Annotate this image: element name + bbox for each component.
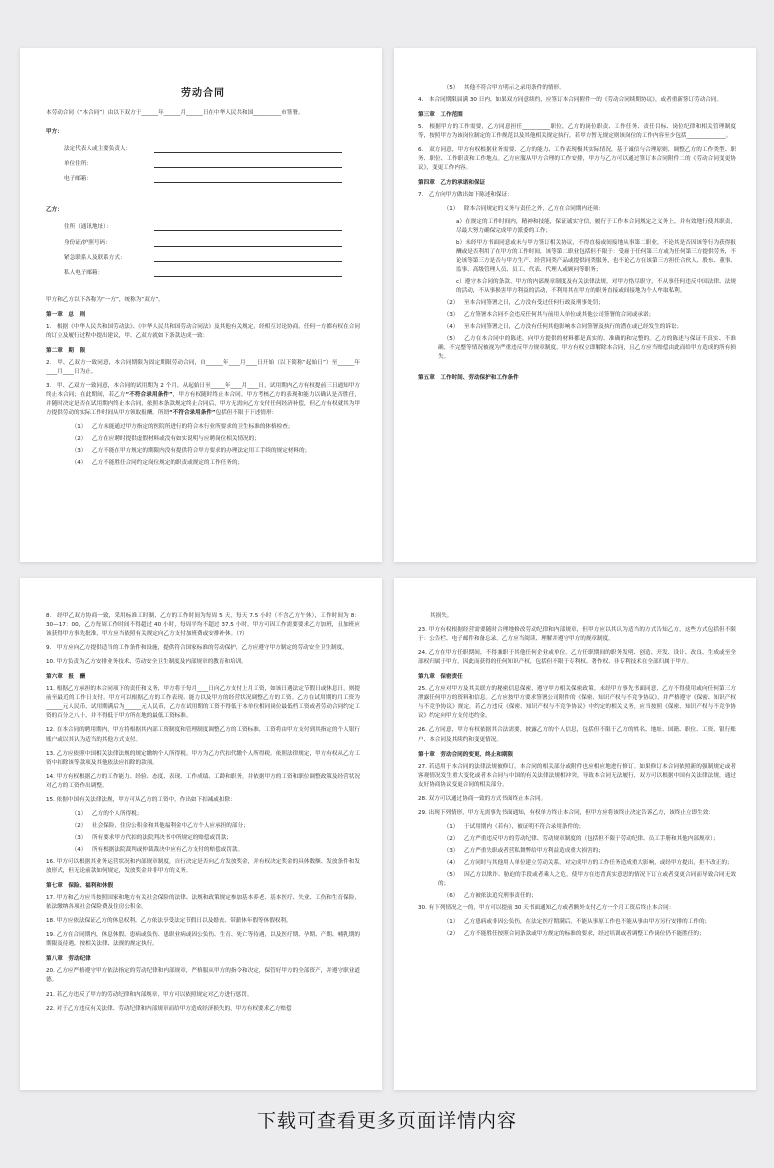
party-a-field: 法定代表人或主要负责人： xyxy=(46,145,360,154)
clause: 19. 乙方在合同期内，休息休假、患病或负伤、患职业病或因公负伤、生育、死亡等待遇，以及医疗期、孕期、产期、哺乳期的期限及待遇，按相关法律、法规的规定执行。 xyxy=(46,932,360,948)
clause: 13. 乙方应依照中国相关法律法规的规定缴纳个人所得税。甲方为乙方代扣代缴个人所得税。依照法律规定，甲方有权从乙方工资中扣除该等款项及其他依法应扣除的款项。 xyxy=(46,750,360,766)
document-page-3 xyxy=(20,578,382,1090)
document-page-1 xyxy=(20,48,382,562)
party-a-field: 电子邮箱： xyxy=(46,175,360,184)
chapter-heading: 第六章 报 酬 xyxy=(46,674,86,681)
clause: 9. 甲方应向乙方提供适当的工作条件和设施，提供符合国家标准的劳动保护，乙方应遵守甲方制定的劳动安全卫生制度。 xyxy=(46,645,348,652)
list-item: （6） 乙方被依法追究刑事责任的； xyxy=(443,893,537,900)
list-item: （3） 所有要求甲方代扣的法院判决书中所规定的赔偿或罚款； xyxy=(71,834,232,841)
contract-title: 劳动合同 xyxy=(181,88,225,99)
chapter-heading: 第五章 工作时间、劳动保护和工作条件 xyxy=(418,375,519,382)
download-more-pages-text: 下载可查看更多页面详情内容 xyxy=(256,1110,517,1132)
clause: 12. 在本合同的聘用期内，甲方将根据其内部工资制度和管理制度调整乙方的工资标准，工资将由甲方支付到其指定的个人银行账户或以其认为适当的其他方式支付。 xyxy=(46,727,360,743)
list-item: （4） 至本合同签署之日，乙方没有任何其他影响本合同签署及执行的潜在或已经发生的诉讼； xyxy=(443,323,683,330)
clause: 29. 出现下列情形，甲方无需事先书面通知，有权单方终止本合同，但甲方应将该终止决定告诉乙方，该终止立即生效： xyxy=(418,809,714,816)
party-a-field: 单位住所： xyxy=(46,160,360,169)
clause: 26. 乙方同意，甲方有权依据其合法需要，披露乙方的个人信息，包括但不限于乙方的姓名、地址、国籍、职位、工资、银行账户、本合同及其续约和变更情况。 xyxy=(418,727,736,743)
list-item: （1） 除本合同规定的义务与责任之外，乙方在合同期内还须： xyxy=(443,206,604,213)
clause: 11. 根据乙方承担的本合同项下的责任和义务，甲方将于每月____日向乙方支付上月工资，如该日遇法定节假日或休息日，则提前至最近的工作日支付。甲方可以根据乙方的工作表现、能力以及甲方的经营状况调整乙方的工资。乙方在试用期的月工资为______元人民币，试用期满后为______元人民币，乙方在试用期的工资不得低于本单位相同岗位最低档工资或者劳动合同约定工资的百分之八十，并不得低于甲方所在地的最低工资标准。 xyxy=(46,686,360,720)
clause: 25. 乙方应对甲方及其关联方的秘密信息保密，遵守甲方相关保密政策。未经甲方事先书面同意，乙方不得使用或向任何第三方泄露任何甲方的资料和信息。乙方应按甲方要求签署公司附件的《保密、知识产权与不竞争协议》，并严格遵守《保密、知识产权与不竞争协议》规定。若乙方违反《保密、知识产权与不竞争协议》中约定的相关义务，应当按照《保密、知识产权与不竞争协议》约定向甲方支付违约金。 xyxy=(418,686,736,720)
list-item: （2） 乙方在应聘时提供虚假材料或没有如实说明与应聘岗位相关情况的； xyxy=(71,436,260,443)
clause: 15. 依据中国有关法律法规，甲方可从乙方的工资中，作出如下扣减或扣除： xyxy=(46,796,236,803)
fill-line xyxy=(154,145,342,153)
clause: 24. 乙方在甲方任职期间，不得兼职于其他任何企业或单位。乙方任职期间的职务发明、创造、开发、设计、改良、生成或至全部权归属于甲方，因此而获得的任何知识产权，包括但不限于专利权、著作权、非专利技术在全部归属于甲方。 xyxy=(418,650,736,666)
list-item: （5） 其他不符合甲方明示之录用条件的情形。 xyxy=(443,85,565,91)
sub-list-item: b）未经甲方书面同意或未与甲方签订相关协议，不得直接或间接地从事第二职业，不论其是否因该等行为获得报酬或是否利用了在甲方的工作时间，该等第二职业包括但不限于：受雇于任何第三方或为任何第三方提供劳务，不论该等第三方是否与甲方生产、经营同类产品或提供同类服务，也不论乙方在该第三方担任合伙人、股东、董事、监事、高级管理人员、员工、代表、代理人或顾问等职务； xyxy=(456,239,736,273)
clause: 2. 甲、乙双方一致同意，本合同期限为固定期限劳动合同，自______年____月____日开始（以下简称“起始日”）至______年____月____日为止。 xyxy=(46,359,360,375)
list-item: （5） 因乙方以欺诈、胁迫的手段或者乘人之危，使甲方在违背真实意思的情况下订立或者变更合同而导致合同无效的； xyxy=(438,872,736,888)
clause: 28. 双方可以通过协商一致的方式书面终止本合同。 xyxy=(418,795,547,802)
chapter-heading: 第三章 工作范围 xyxy=(418,112,463,119)
party-b-field: 身份证/护照号码： xyxy=(46,239,360,248)
clause: 4. 本合同期限届满 30 日内，如果双方同意续约，应签订本合同附件一的《劳动合同续期协议》，或者重新签订劳动合同。 xyxy=(418,97,723,104)
chapter-heading: 第一章 总 则 xyxy=(46,311,86,318)
clause: 22. 对于乙方违反有关法律、劳动纪律和内部规章而给甲方造成经济损失的，甲方有权要求乙方赔偿 xyxy=(46,1005,292,1012)
party-b-label: 乙方： xyxy=(46,207,63,214)
clause: 7. 乙方向甲方做出如下陈述和保证： xyxy=(418,192,513,199)
fill-line xyxy=(154,223,342,231)
clause: 14. 甲方有权根据乙方的工作能力、经验、态度、表现、工作成绩、工龄和职务，并依据甲方的工资和职位调整政策及经营状况对乙方的工资作出调整。 xyxy=(46,773,360,789)
sub-list-item: a）在规定的工作时间内，精神和技能，保证诚实守信，履行于工作本合同规定之义务上，并有效地行使其职责，尽最大努力确保完成甲方派委的工作； xyxy=(456,218,736,234)
clause: 21. 若乙方违反了甲方的劳动纪律和内部规章，甲方可以依照规定对乙方进行惩罚。 xyxy=(46,991,253,998)
list-item: （1） 乙方患病或非因公负伤，在法定医疗期满后，不能从事原工作也不能从事由甲方另行安排的工作的； xyxy=(443,919,711,926)
fill-line xyxy=(154,239,342,247)
chapter-heading: 第二章 期 限 xyxy=(46,347,86,354)
list-item: （4） 乙方同时与其他用人单位建立劳动关系，对完成甲方的工作任务造成重大影响，或经甲方提出，拒不改正的； xyxy=(443,859,733,866)
clause: 27. 若适用于本合同的法律法规被修订，本合同的相关部分或附件也应相应地进行修订。如果修订本合同依照新的强制规定或者客观情况发生重大变化或者本合同与中国的有关法律法规相冲突，导致本合同无法履行，双方可以根据中国有关法律法规，通过友好协商协议变更合同的相关部分。 xyxy=(418,763,736,788)
clause: 17. 甲方和乙方应当按照国家和地方有关社会保险的法律、法规和政策规定参加基本养老、基本医疗、失业、工伤和生育保险，依法缴纳各项社会保险费及住房公积金。 xyxy=(46,895,360,911)
party-b-field: 私人电子邮箱： xyxy=(46,269,360,278)
list-item: （4） 乙方不能胜任合同约定岗位规定的职责或规定的工作任务的； xyxy=(71,460,244,467)
party-b-field: 住所（通讯地址）： xyxy=(46,223,360,232)
clause-continuation: 其损失。 xyxy=(430,613,453,619)
list-item: （3） 乙方严重失职或者营私舞弊给甲方利益造成重大损害的； xyxy=(443,847,604,854)
list-item: （3） 乙方不能在甲方规定的期限内没有提供符合甲方要求的办理法定用工手续的规定材料的； xyxy=(71,448,311,455)
clause: 16. 甲方可以根据其业务运营状况和内部规章制度，自行决定是否向乙方发放奖金，并有权决定奖金的具体数额、发放条件和发放形式，但无论前款如何规定，发放奖金并非甲方的义务。 xyxy=(46,858,360,875)
clause: 18. 甲方应依法保证乙方的休息权利。乙方依法享受法定节假日以及婚丧、带薪休年假等休假权利。 xyxy=(46,918,292,925)
clause: 10. 甲方负责为乙方安排业务技术、劳动安全卫生制度及内部规章的教育和培训。 xyxy=(46,659,247,666)
chapter-heading: 第四章 乙方的承诺和保证 xyxy=(418,180,486,187)
clause: 6. 双方同意，甲方有权根据业务需要、乙方的能力、工作表现极其实际情况，基于诚信与合理原则，调整乙方的工作类型、职务、职位、工作职责和工作地点。乙方应服从甲方合理的工作安排，甲方与乙方可以通过签订本合同附件二的《劳动合同变更协议》，变更工作内容。 xyxy=(418,147,736,172)
chapter-heading: 第九章 保密责任 xyxy=(418,674,463,681)
fill-line xyxy=(154,254,342,262)
clause: 8. 经甲乙双方协商一致，采用标准工时制，乙方的工作时间为每周 5 天，每天 7.5 小时（不含乙方午休），工作时间为 8：30—17：00，乙方每周工作时间不得超过 40 小时，每周平均不超过 37.5 小时。甲方可因工作需要要求乙方加班，且加班应该获得甲方事先批准，甲方应当依照有关规定向乙方支付加班费或安排补休。（?） xyxy=(46,613,360,638)
clause: 30. 有下列情况之一的，甲方可以提前 30 天书面通知乙方或者额外支付乙方一个月工资后终止本合同： xyxy=(418,905,675,912)
chapter-heading: 第七章 保险、福利和休假 xyxy=(46,883,114,890)
list-item: （1） 乙方的个人所得税； xyxy=(71,810,143,817)
list-item: （4） 所有根据法院裁判或仲裁裁决中应有乙方支付的赔偿或罚款。 xyxy=(71,846,244,853)
list-item: （2） 乙方不能胜任按照合同条款或甲方规定的标准的要求，经过培训或者调整工作岗位仍不能胜任的； xyxy=(443,931,705,938)
list-item: （1） 乙方未能通过甲方指定的医院所进行的符合本行业所要求的卫生标准的体格检查； xyxy=(71,424,294,431)
chapter-heading: 第十章 劳动合同的变更、终止和期限 xyxy=(418,751,514,758)
list-item: （3） 乙方签署本合同不会违反任何其与前用人单位或其他公司签署的合同或承诺； xyxy=(443,311,655,318)
fill-line xyxy=(154,175,342,183)
clause: 5. 根据甲方的工作需要，乙方同意担任__________职位，乙方的岗位职责、工作任务、责任目标、岗位纪律和相关管理制度等，按照甲方为该岗位制定的工作规范以及其他相关规定执行，若甲方暂无规定则该岗位的工作内容至少包括______________。 xyxy=(418,124,736,140)
sub-list-item: c）遵守本合同的条款、甲方的内部规章制度及有关法律法规，对甲方恪尽职守，不从事任何违反中国法律、法规的活动，不从事损害甲方利益的活动，不利用其在甲方的职务直接或间接地为个人牟取私利。 xyxy=(456,278,736,294)
clause: 20. 乙方应严格遵守甲方依法指定的劳动纪律和内部规章，严格服从甲方的指令和决定，保管好甲方的全部资产，并遵守职业道德。 xyxy=(46,968,360,984)
list-item: （1） 于试用期内（若有），被证明不符合录用条件的； xyxy=(443,823,585,830)
fill-line xyxy=(154,269,342,277)
intro-paragraph: 本劳动合同（“本合同”）由以下双方于______年______月______日在中华人民共和国__________市签署。 xyxy=(46,110,304,117)
party-a-label: 甲方： xyxy=(46,129,63,136)
clause: 3. 甲、乙双方一致同意，本合同的试用期为 2 个月，从起始日至_____年____月____日，试用期内乙方有权提前三日通知甲方终止本合同；在此期间，若乙方“不符合录用条件”，甲方有权随时终止本合同。甲方考核乙方的表现和能力以确认是否胜任，并随时决定是否在试用期内终止本合同，依照本条款规定终止合同后，甲方无需向乙方支付任何经济补偿，但乙方有权就其为甲方提供劳动的实际工作时间从甲方领取报酬。所谓“不符合录用条件”包括但不限于下述情形： xyxy=(46,382,360,417)
document-page-4 xyxy=(394,578,756,1090)
list-item: （2） 社会保险，住房公积金和其他福利金中乙方个人应承担的部分； xyxy=(71,822,249,829)
clause: 23. 甲方有权根据经营需要随时合理地修改劳动纪律和内部规章，但甲方应以其认为适当的方式告知乙方，这些方式包括但不限于：公告栏、电子邮件和备忘录。乙方应当阅读、理解并遵守甲方的规章制度。 xyxy=(418,627,736,643)
list-item: （2） 至本合同签署之日，乙方没有受过任何行政及刑事处罚； xyxy=(443,299,604,306)
chapter-heading: 第八章 劳动纪律 xyxy=(46,956,91,963)
list-item: （2） 乙方严重违反甲方的劳动纪律、劳动规章制度的（包括但不限于劳动纪律、员工手册和其他内部规章）； xyxy=(443,835,719,842)
list-item: （5） 乙方在本合同中的陈述，向甲方提供的材料都是真实的、准确的和完整的。乙方的陈述与保证不真实、不准确、不完整等情况被视为严重违反甲方规章制度，甲方有权立即解除本合同，且乙方应当赔偿由此而给甲方造成的所有损失。 xyxy=(438,336,736,361)
fill-line xyxy=(154,160,342,168)
document-page-2 xyxy=(394,48,756,562)
clause: 1. 根据《中华人民共和国劳动法》、《中华人民共和国劳动合同法》及其他有关规定，经相互讨论协商，任何一方都有权在合同的订立及履行过程中提出建议，甲、乙双方就如下条款达成一致： xyxy=(46,323,360,339)
collective-naming: 甲方和乙方以下各称为“一方”，统称为“双方”。 xyxy=(46,296,164,303)
party-b-field: 紧急联系人及联系方式： xyxy=(46,254,360,263)
